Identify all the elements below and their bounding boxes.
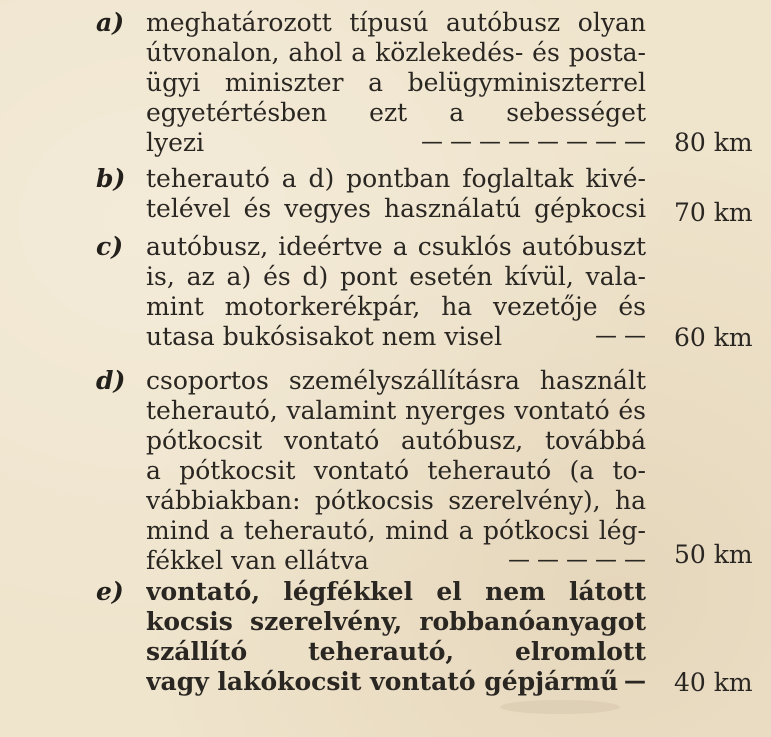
text-line: telével és vegyes használatú gépkocsi [146,194,646,223]
item-text-e [146,577,646,697]
item-text-b [146,164,646,224]
text-line: teherautó, valamint nyerges vontató és [146,396,646,425]
item-text-d [146,366,646,576]
item-marker-e: e) [96,577,124,606]
item-marker-d: d) [96,366,126,395]
speed-limit-e: 40 km [674,668,753,697]
text-line: vontató, légfékkel el nem látott [146,577,646,606]
text-line: mint motorkerékpár, ha vezetője és [146,292,646,321]
speed-limit-a: 80 km [674,128,753,157]
text-line-last [146,128,646,158]
text-line: útvonalon, ahol a közlekedés- és posta- [146,38,646,67]
paper-smudge [500,700,620,714]
text-line-content: vagy lakókocsit vontató gépjármű [146,667,619,696]
leader-dashes: — — [595,324,646,349]
speed-limit-d: 50 km [674,540,753,569]
item-marker-a: a) [96,8,125,37]
text-line: kocsis szerelvény, robbanóanyagot [146,607,646,636]
text-line-content: utasa bukósisakot nem visel [146,322,503,351]
leader-dashes: — [624,669,646,694]
leader-dashes: — — — — — — — — [421,130,646,155]
text-line-content: fékkel van ellátva [146,546,369,575]
speed-limit-b: 70 km [674,198,753,227]
text-line: a pótkocsit vontató teherautó (a to- [146,456,646,485]
text-line: autóbusz, ideértve a csuklós autóbuszt [146,232,646,261]
speed-limit-c: 60 km [674,323,753,352]
text-line: egyetértésben ezt a sebességet [146,98,646,127]
item-marker-c: c) [96,232,124,261]
text-line-last [146,667,646,697]
item-text-a [146,8,646,158]
text-line: is, az a) és d) pont esetén kívül, vala- [146,262,646,291]
text-line: pótkocsit vontató autóbusz, továbbá [146,426,646,455]
text-line-content: lyezi [146,128,205,157]
text-line: meghatározott típusú autóbusz olyan [146,8,646,37]
text-line: ügyi miniszter a belügyminiszterrel [146,68,646,97]
text-line: mind a teherautó, mind a pótkocsi lég- [146,516,646,545]
leader-dashes: — — — — — [508,548,646,573]
text-line: csoportos személyszállításra használt [146,366,646,395]
text-line: szállító teherautó, elromlott [146,637,646,666]
item-marker-b: b) [96,164,126,193]
text-line: vábbiakban: pótkocsis szerelvény), ha [146,486,646,515]
text-line-last [146,322,646,352]
item-text-c [146,232,646,352]
text-line: teherautó a d) pontban foglaltak kivé- [146,164,646,193]
text-line-last [146,546,646,576]
